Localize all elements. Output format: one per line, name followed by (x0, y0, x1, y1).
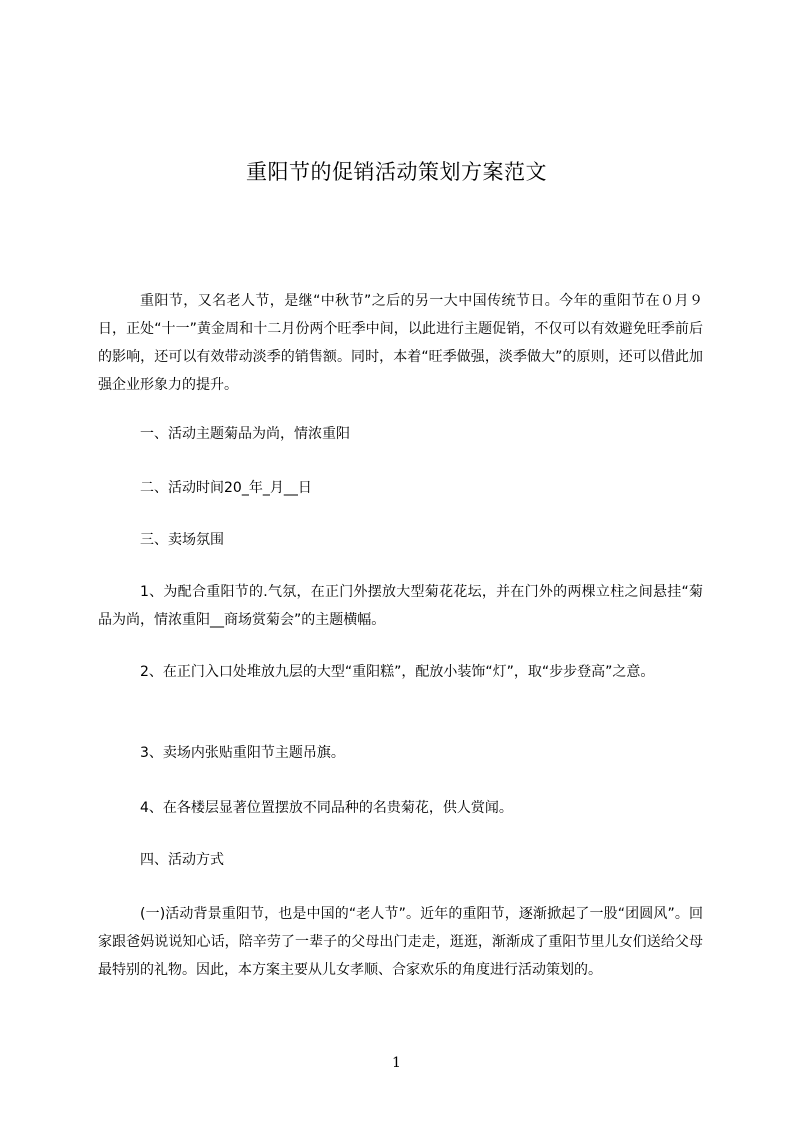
section-heading-time: 二、活动时间20_年_月__日 (140, 480, 312, 496)
section-heading-method: 四、活动方式 (140, 852, 224, 868)
section-heading-theme: 一、活动主题菊品为尚，情浓重阳 (140, 426, 350, 442)
atmosphere-item-4: 4、在各楼层显著位置摆放不同品种的名贵菊花，供人赏闻。 (140, 800, 513, 816)
intro-paragraph: 重阳节，又名老人节，是继“中秋节”之后的另一大中国传统节日。今年的重阳节在０月９日，正处“十一”黄金周和十二月份两个旺季中间，以此进行主题促销，不仅可以有效避免旺季前后的影响，还可以有效带动淡季的销售额。同时，本着“旺季做强，淡季做大”的原则，还可以借此加强企业形象力的提升。 (98, 293, 703, 393)
atmosphere-item-3: 3、卖场内张贴重阳节主题吊旗。 (140, 745, 345, 761)
atmosphere-item-2: 2、在正门入口处堆放九层的大型“重阳糕”，配放小装饰“灯”，取“步步登高”之意。 (140, 664, 655, 680)
atmosphere-item-1: 1、为配合重阳节的.气氛，在正门外摆放大型菊花花坛，并在门外的两棵立柱之间悬挂“菊品为尚，情浓重阳__商场赏菊会”的主题横幅。 (98, 584, 703, 628)
method-background-paragraph: (一)活动背景重阳节，也是中国的“老人节”。近年的重阳节，逐渐掀起了一股“团圆风”。回家跟爸妈说说知心话，陪辛劳了一辈子的父母出门走走，逛逛，渐渐成了重阳节里儿女们送给父母最特别的礼物。因此，本方案主要从儿女孝顺、合家欢乐的角度进行活动策划的。 (98, 906, 703, 978)
page-title: 重阳节的促销活动策划方案范文 (246, 160, 547, 185)
section-heading-atmosphere: 三、卖场氛围 (140, 532, 224, 548)
page-number: 1 (392, 1055, 401, 1071)
